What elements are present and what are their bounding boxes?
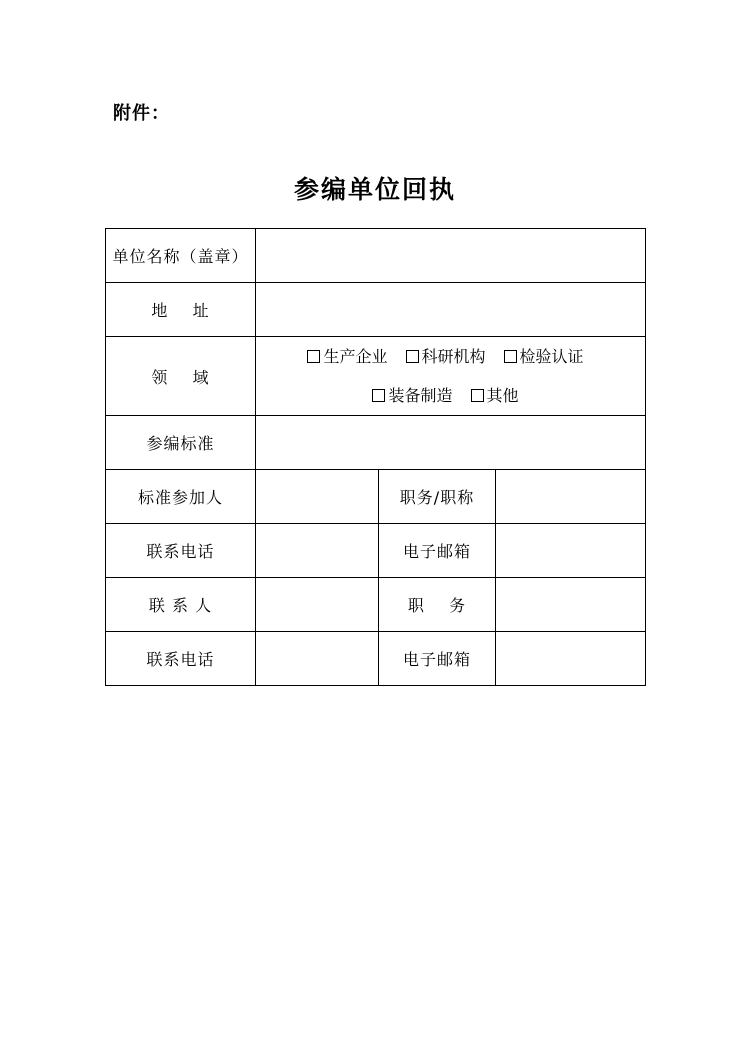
option-equipment[interactable]	[372, 376, 452, 415]
contact-field[interactable]	[256, 578, 379, 632]
email-label-1: 电子邮箱	[379, 524, 496, 578]
option-production[interactable]	[307, 337, 387, 376]
row-participant	[106, 470, 646, 524]
field-options	[256, 337, 646, 416]
checkbox-icon[interactable]	[504, 350, 517, 363]
phone-label-1: 联系电话	[106, 524, 256, 578]
checkbox-icon[interactable]	[307, 350, 320, 363]
row-field	[106, 337, 646, 416]
address-label: 地 址	[106, 283, 256, 337]
phone-field-2[interactable]	[256, 632, 379, 686]
page-title: 参编单位回执	[293, 175, 456, 204]
field-label: 领 域	[106, 337, 256, 416]
position-label: 职 务	[379, 578, 496, 632]
position-field[interactable]	[496, 578, 646, 632]
phone-field-1[interactable]	[256, 524, 379, 578]
option-research[interactable]	[406, 337, 486, 376]
option-certification[interactable]	[504, 337, 584, 376]
standard-label: 参编标准	[106, 416, 256, 470]
unit-name-label: 单位名称（盖章）	[106, 229, 256, 283]
option-label: 生产企业	[323, 347, 388, 366]
row-phone-2	[106, 632, 646, 686]
unit-name-field[interactable]	[256, 229, 646, 283]
checkbox-icon[interactable]	[406, 350, 419, 363]
email-label-2: 电子邮箱	[379, 632, 496, 686]
checkbox-icon[interactable]	[471, 389, 484, 402]
address-field[interactable]	[256, 283, 646, 337]
row-contact	[106, 578, 646, 632]
option-label: 装备制造	[388, 386, 453, 405]
participant-label: 标准参加人	[106, 470, 256, 524]
row-unit-name	[106, 229, 646, 283]
option-label: 其他	[486, 386, 519, 405]
position-title-field[interactable]	[496, 470, 646, 524]
contact-label: 联 系 人	[106, 578, 256, 632]
position-title-label: 职务/职称	[379, 470, 496, 524]
checkbox-icon[interactable]	[372, 389, 385, 402]
row-address	[106, 283, 646, 337]
attachment-label: 附件：	[113, 103, 170, 124]
option-label: 科研机构	[421, 347, 486, 366]
phone-label-2: 联系电话	[106, 632, 256, 686]
email-field-1[interactable]	[496, 524, 646, 578]
standard-field[interactable]	[256, 416, 646, 470]
participant-field[interactable]	[256, 470, 379, 524]
option-label: 检验认证	[519, 347, 584, 366]
reply-form-table	[105, 228, 646, 686]
row-phone-1	[106, 524, 646, 578]
row-standard	[106, 416, 646, 470]
email-field-2[interactable]	[496, 632, 646, 686]
option-other[interactable]	[471, 376, 519, 415]
